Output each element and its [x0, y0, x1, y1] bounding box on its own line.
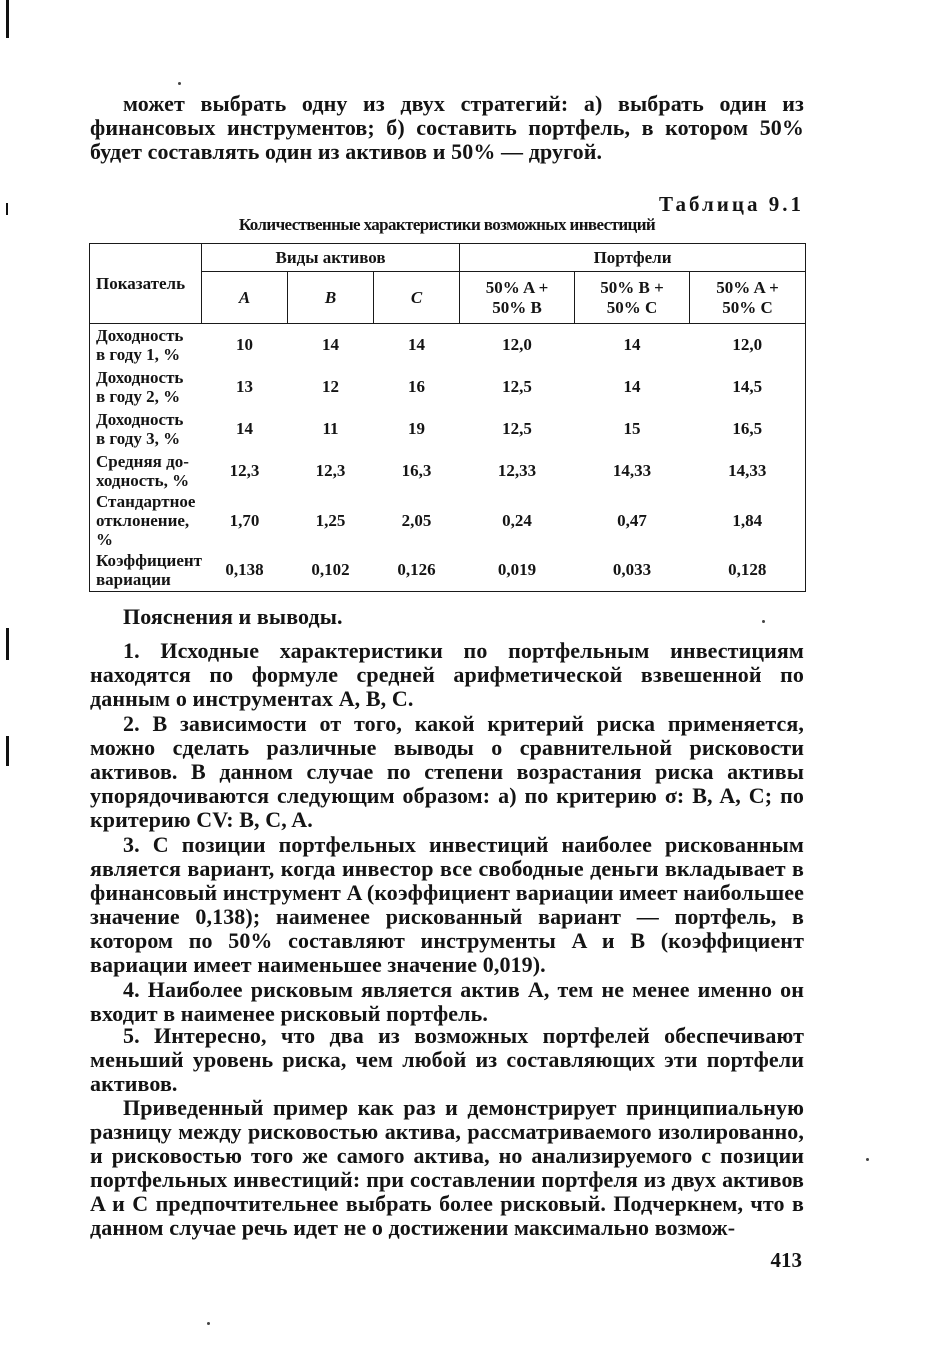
table-cell: 14: [236, 419, 253, 438]
table-cell: 1,25: [315, 510, 346, 530]
table-cell: 16,5: [690, 408, 806, 450]
row-label: [90, 324, 202, 367]
point-text: В зависимости от того, какой критерий риска применяется, можно сделать различные выводы о сравнительной рисковости активов. В данном случае по степени возрастания риска активы упорядочиваются следующим образом: а) по критерию σ: B, A, C; по критерию CV: B, C, A.: [90, 711, 804, 832]
row-label: [90, 408, 202, 450]
table-cell: 0,138: [202, 549, 288, 592]
point-number: 4.: [123, 977, 140, 1002]
table-cell: 12: [322, 377, 339, 396]
row-label-line2: в году 3, %: [96, 429, 181, 448]
row-label-line2: в году 2, %: [96, 387, 181, 406]
point-text: Наиболее рисковым является актив A, тем не менее именно он входит в наименее рисковый портфель.: [90, 977, 804, 1026]
header-indicator: Показатель: [90, 244, 202, 324]
table-cell: 14: [623, 335, 641, 354]
row-label-line2: вариации: [96, 570, 171, 589]
table-row: [90, 492, 806, 549]
header-portfolio-ac-bottom: 50% C: [722, 297, 773, 317]
header-asset-b: B: [288, 272, 374, 324]
scan-dot: [207, 1322, 210, 1325]
table-cell: 0,24: [502, 510, 532, 530]
table-cell: 14,33: [690, 450, 806, 492]
row-label-line2: отклонение, %: [96, 511, 190, 549]
page-number: 413: [770, 1248, 802, 1272]
table-cell: 13: [236, 377, 253, 396]
table-caption: Таблица 9.1: [659, 192, 804, 216]
table-cell: 14: [322, 335, 339, 354]
point-text: Интересно, что два из возможных портфелей обеспечивают меньший уровень риска, чем любой из составляющих эти портфели активов.: [90, 1023, 804, 1096]
scan-mark: [6, 736, 9, 766]
point-3: [90, 833, 804, 977]
table-row: [90, 366, 806, 408]
table-cell: 0,128: [690, 549, 806, 592]
row-label-line1: Средняя до-: [96, 452, 189, 471]
scan-dot: [866, 1158, 869, 1161]
table-cell: 0,019: [460, 549, 575, 592]
header-portfolio-ab: [460, 272, 575, 324]
table-cell: 16,3: [401, 461, 432, 480]
table-cell: 19: [408, 419, 426, 438]
table-cell: 12,3: [315, 461, 346, 480]
intro-paragraph: может выбрать одну из двух стратегий: а) выбрать один из финансовых инструментов; б) составить портфель, в котором 50% будет составлять один из активов и 50% — другой.: [90, 91, 804, 164]
closing-paragraph: Приведенный пример как раз и демонстрирует принципиальную разницу между рисковостью актива, рассматриваемого изолированно, и рисковостью того же самого актива, но анализируемого с позиции портфельных инвестиций: при составлении портфеля из двух активов A и C предпочтительнее выбрать более рисковый. Подчеркнем, что в данном случае речь идет не о достижении максимально возмож-: [90, 1095, 804, 1240]
table-cell: 12,3: [229, 461, 260, 480]
header-portfolio-ac-top: 50% A +: [716, 277, 779, 297]
table-cell: 14,33: [612, 461, 652, 480]
header-asset-c: C: [374, 272, 460, 324]
table-cell: 1,84: [690, 492, 806, 549]
point-text: Исходные характеристики по портфельным инвестициям находятся по формуле средней арифметической взвешенной по данным о инструментах A, B, C.: [90, 638, 804, 711]
row-label-line1: Доходность: [96, 326, 184, 345]
header-portfolios: Портфели: [460, 244, 806, 272]
table-title: Количественные характеристики возможных инвестиций: [238, 215, 656, 234]
point-number: 1.: [123, 638, 140, 663]
row-label-line1: Доходность: [96, 410, 184, 429]
table-cell: 2,05: [401, 510, 432, 530]
scan-mark: [6, 628, 9, 660]
point-2: [90, 712, 804, 832]
row-label: [90, 450, 202, 492]
table-cell: 0,033: [575, 549, 690, 592]
header-portfolio-bc-top: 50% B +: [600, 277, 664, 297]
table-cell: 12,0: [690, 324, 806, 367]
table-row: [90, 549, 806, 592]
scan-mark: [6, 203, 8, 215]
point-5: [90, 1024, 804, 1096]
table-cell: 12,5: [502, 419, 532, 438]
table-cell: 10: [236, 335, 253, 354]
scan-dot: [178, 82, 181, 85]
investment-table: [89, 243, 806, 592]
point-number: 2.: [123, 711, 140, 736]
table-cell: 14,5: [690, 366, 806, 408]
table-cell: 11: [322, 419, 339, 438]
table-row: [90, 408, 806, 450]
row-label: [90, 366, 202, 408]
row-label-line2: ходность, %: [96, 471, 190, 490]
row-label-line1: Стандартное: [96, 492, 196, 511]
header-portfolio-bc-bottom: 50% C: [606, 297, 658, 317]
notes-heading: Пояснения и выводы.: [123, 604, 343, 629]
point-text: С позиции портфельных инвестиций наиболее рискованным является вариант, когда инвестор все свободные деньги вкладывает в финансовый инструмент A (коэффициент вариации имеет наибольшее значение 0,138); наименее рискованный вариант — портфель, в котором по 50% составляют инструменты A и B (коэффициент вариации имеет наименьшее значение 0,019).: [90, 832, 804, 977]
point-1: [90, 639, 804, 711]
table-cell: 15: [623, 419, 641, 438]
point-number: 5.: [123, 1023, 140, 1048]
row-label-line1: Коэффициент: [96, 551, 203, 570]
row-label-line2: в году 1, %: [96, 345, 181, 364]
row-label: [90, 492, 202, 549]
table-cell: 12,0: [502, 335, 532, 354]
header-asset-a: A: [202, 272, 288, 324]
table-cell: 14: [623, 377, 641, 396]
header-portfolio-ab-top: 50% A +: [485, 277, 549, 297]
table-row: [90, 324, 806, 367]
header-portfolio-bc: [575, 272, 690, 324]
table-cell: 16: [408, 377, 426, 396]
table-cell: 14: [408, 335, 426, 354]
header-portfolio-ac: [690, 272, 806, 324]
table-cell: 0,126: [374, 549, 460, 592]
table-cell: 12,33: [497, 461, 537, 480]
scan-mark: [6, 0, 9, 38]
table-cell: 0,102: [288, 549, 374, 592]
point-number: 3.: [123, 832, 140, 857]
row-label: [90, 549, 202, 592]
table-cell: 0,47: [617, 510, 647, 530]
table-cell: 1,70: [229, 510, 260, 530]
row-label-line1: Доходность: [96, 368, 184, 387]
header-portfolio-ab-bottom: 50% B: [492, 297, 542, 317]
header-asset-types: Виды активов: [202, 244, 460, 272]
table-cell: 12,5: [502, 377, 532, 396]
point-4: [90, 978, 804, 1026]
table-row: [90, 450, 806, 492]
